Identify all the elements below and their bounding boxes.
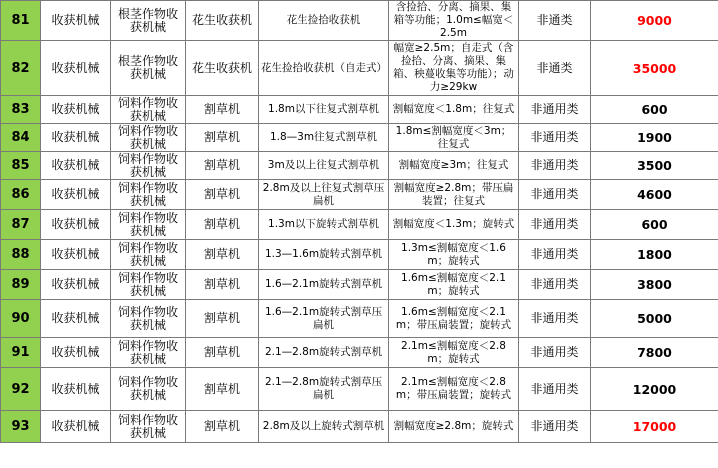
subcategory-cell: 饲料作物收获机械 <box>111 368 186 411</box>
spec-cell: 幅宽≥2.5m；自走式（含捡拾、分离、摘果、集箱、秧蔓收集等功能）；动力≥29kw <box>389 41 519 96</box>
price-cell: 35000 <box>591 41 718 96</box>
model-name-cell: 2.1—2.8m旋转式割草压扁机 <box>259 368 389 411</box>
subcategory-cell: 饲料作物收获机械 <box>111 300 186 338</box>
price-cell: 12000 <box>591 368 718 411</box>
type-cell: 非通用类 <box>519 270 591 300</box>
spec-cell: 割幅宽度＜1.3m；旋转式 <box>389 210 519 240</box>
row-number: 84 <box>1 124 41 152</box>
subcategory-cell: 饲料作物收获机械 <box>111 240 186 270</box>
spec-cell: 1.3m≤割幅宽度＜1.6m；旋转式 <box>389 240 519 270</box>
category-cell: 收获机械 <box>41 41 111 96</box>
subcategory-cell: 饲料作物收获机械 <box>111 411 186 443</box>
spec-cell: 2.1m≤割幅宽度＜2.8m；带压扁装置；旋转式 <box>389 368 519 411</box>
price-cell: 5000 <box>591 300 718 338</box>
subcategory-cell: 根茎作物收获机械 <box>111 41 186 96</box>
row-number: 91 <box>1 338 41 368</box>
spec-cell: 2.1m≤割幅宽度＜2.8m；旋转式 <box>389 338 519 368</box>
price-cell: 1800 <box>591 240 718 270</box>
category-cell: 收获机械 <box>41 411 111 443</box>
spec-cell: 割幅宽度≥2.8m；带压扁装置；往复式 <box>389 180 519 210</box>
type-cell: 非通用类 <box>519 368 591 411</box>
type-cell: 非通用类 <box>519 240 591 270</box>
table-row <box>1 300 718 338</box>
row-number: 82 <box>1 41 41 96</box>
price-cell: 3500 <box>591 152 718 180</box>
model-name-cell: 1.6—2.1m旋转式割草机 <box>259 270 389 300</box>
subcategory-cell: 根茎作物收获机械 <box>111 1 186 41</box>
item-cell: 割草机 <box>186 96 259 124</box>
price-cell: 600 <box>591 96 718 124</box>
model-name-cell: 2.1—2.8m旋转式割草机 <box>259 338 389 368</box>
table-row <box>1 124 718 152</box>
type-cell: 非通用类 <box>519 338 591 368</box>
type-cell: 非通类 <box>519 41 591 96</box>
spec-cell: 1.6m≤割幅宽度＜2.1m；带压扁装置；旋转式 <box>389 300 519 338</box>
table-row <box>1 152 718 180</box>
subcategory-cell: 饲料作物收获机械 <box>111 96 186 124</box>
type-cell: 非通类 <box>519 1 591 41</box>
price-cell: 4600 <box>591 180 718 210</box>
item-cell: 割草机 <box>186 180 259 210</box>
price-cell: 1900 <box>591 124 718 152</box>
price-cell: 9000 <box>591 1 718 41</box>
subcategory-cell: 饲料作物收获机械 <box>111 270 186 300</box>
table-row <box>1 210 718 240</box>
model-name-cell: 2.8m及以上旋转式割草机 <box>259 411 389 443</box>
item-cell: 割草机 <box>186 124 259 152</box>
spec-cell: 割幅宽度≥2.8m；旋转式 <box>389 411 519 443</box>
subcategory-cell: 饲料作物收获机械 <box>111 152 186 180</box>
type-cell: 非通用类 <box>519 411 591 443</box>
price-cell: 3800 <box>591 270 718 300</box>
price-cell: 17000 <box>591 411 718 443</box>
model-name-cell: 1.3m以下旋转式割草机 <box>259 210 389 240</box>
category-cell: 收获机械 <box>41 270 111 300</box>
table-row <box>1 41 718 96</box>
item-cell: 割草机 <box>186 300 259 338</box>
item-cell: 花生收获机 <box>186 41 259 96</box>
row-number: 92 <box>1 368 41 411</box>
type-cell: 非通用类 <box>519 152 591 180</box>
category-cell: 收获机械 <box>41 368 111 411</box>
spec-cell: 割幅宽度＜1.8m；往复式 <box>389 96 519 124</box>
row-number: 85 <box>1 152 41 180</box>
spec-cell: 1.6m≤割幅宽度＜2.1m；旋转式 <box>389 270 519 300</box>
spec-cell: 割幅宽度≥3m；往复式 <box>389 152 519 180</box>
table-row <box>1 96 718 124</box>
model-name-cell: 花生捡拾收获机 <box>259 1 389 41</box>
price-cell: 600 <box>591 210 718 240</box>
category-cell: 收获机械 <box>41 300 111 338</box>
category-cell: 收获机械 <box>41 96 111 124</box>
table-row <box>1 270 718 300</box>
row-number: 88 <box>1 240 41 270</box>
item-cell: 割草机 <box>186 210 259 240</box>
category-cell: 收获机械 <box>41 152 111 180</box>
type-cell: 非通用类 <box>519 96 591 124</box>
model-name-cell: 2.8m及以上往复式割草压扁机 <box>259 180 389 210</box>
model-name-cell: 3m及以上往复式割草机 <box>259 152 389 180</box>
model-name-cell: 1.8—3m往复式割草机 <box>259 124 389 152</box>
category-cell: 收获机械 <box>41 338 111 368</box>
model-name-cell: 1.6—2.1m旋转式割草压扁机 <box>259 300 389 338</box>
type-cell: 非通用类 <box>519 180 591 210</box>
type-cell: 非通用类 <box>519 124 591 152</box>
table-row <box>1 338 718 368</box>
row-number: 93 <box>1 411 41 443</box>
table-row <box>1 180 718 210</box>
subcategory-cell: 饲料作物收获机械 <box>111 124 186 152</box>
item-cell: 割草机 <box>186 411 259 443</box>
spec-cell: 含捡拾、分离、摘果、集箱等功能；1.0m≤幅宽＜2.5m <box>389 1 519 41</box>
model-name-cell: 1.8m以下往复式割草机 <box>259 96 389 124</box>
subcategory-cell: 饲料作物收获机械 <box>111 338 186 368</box>
subcategory-cell: 饲料作物收获机械 <box>111 210 186 240</box>
table-row <box>1 368 718 411</box>
price-cell: 7800 <box>591 338 718 368</box>
category-cell: 收获机械 <box>41 210 111 240</box>
table-row <box>1 1 718 41</box>
model-name-cell: 花生捡拾收获机（自走式） <box>259 41 389 96</box>
spec-cell: 1.8m≤割幅宽度＜3m；往复式 <box>389 124 519 152</box>
item-cell: 割草机 <box>186 270 259 300</box>
item-cell: 割草机 <box>186 338 259 368</box>
row-number: 89 <box>1 270 41 300</box>
row-number: 81 <box>1 1 41 41</box>
row-number: 86 <box>1 180 41 210</box>
type-cell: 非通用类 <box>519 210 591 240</box>
category-cell: 收获机械 <box>41 124 111 152</box>
table-row <box>1 411 718 443</box>
row-number: 87 <box>1 210 41 240</box>
row-number: 83 <box>1 96 41 124</box>
item-cell: 花生收获机 <box>186 1 259 41</box>
item-cell: 割草机 <box>186 368 259 411</box>
category-cell: 收获机械 <box>41 240 111 270</box>
category-cell: 收获机械 <box>41 180 111 210</box>
type-cell: 非通用类 <box>519 300 591 338</box>
row-number: 90 <box>1 300 41 338</box>
table-row <box>1 240 718 270</box>
model-name-cell: 1.3—1.6m旋转式割草机 <box>259 240 389 270</box>
item-cell: 割草机 <box>186 152 259 180</box>
category-cell: 收获机械 <box>41 1 111 41</box>
subcategory-cell: 饲料作物收获机械 <box>111 180 186 210</box>
item-cell: 割草机 <box>186 240 259 270</box>
